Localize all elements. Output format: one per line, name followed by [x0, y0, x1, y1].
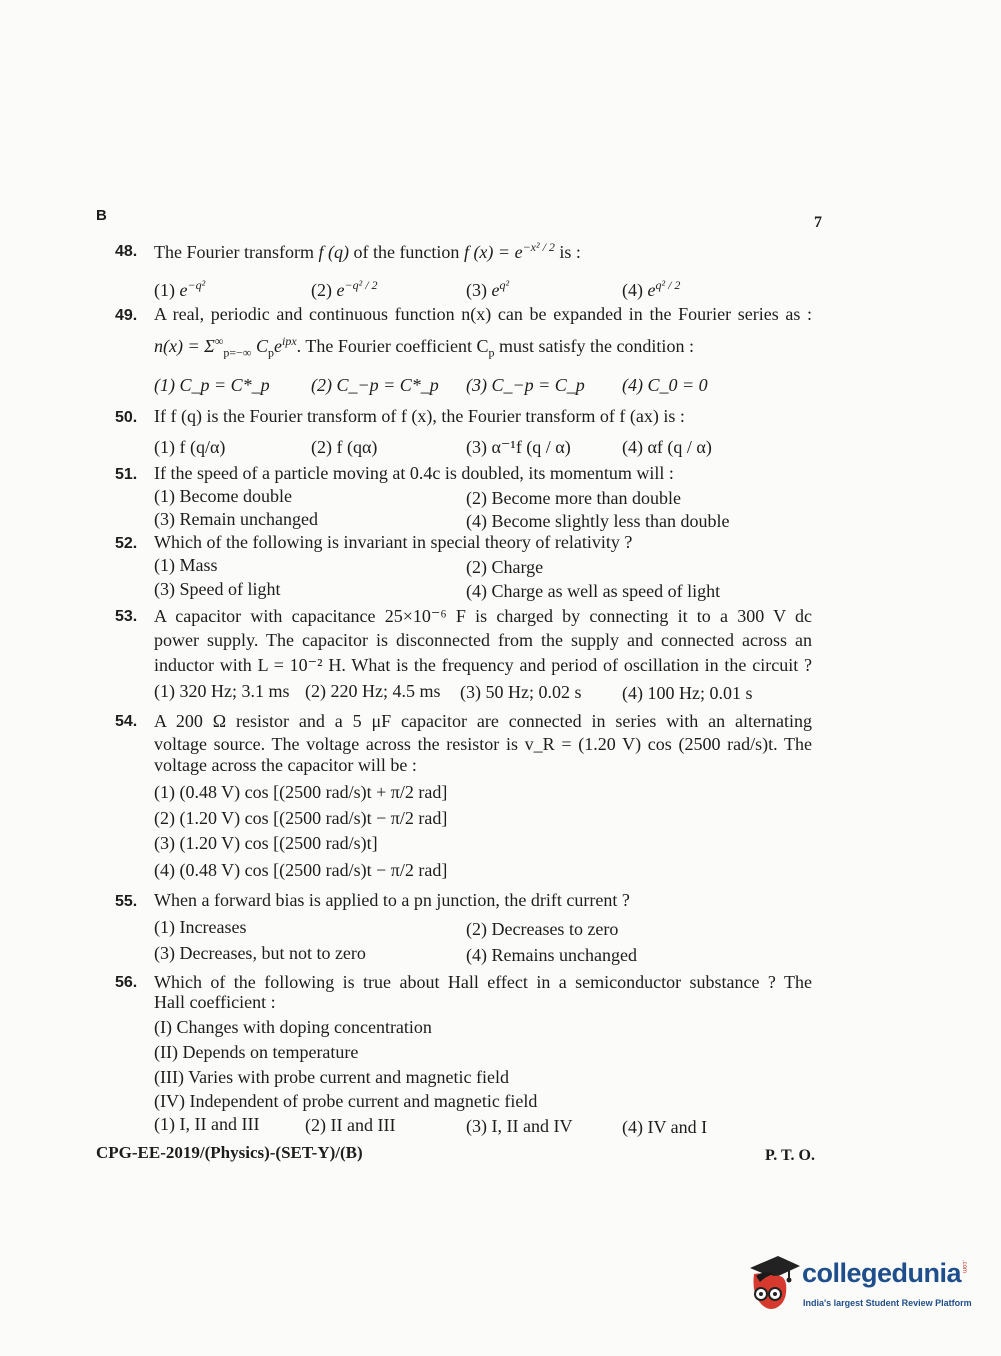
question-text: voltage across the capacitor will be :: [154, 755, 417, 775]
logo-suffix: .com: [961, 1260, 967, 1274]
option: (1) C_p = C*_p: [154, 375, 270, 395]
option: (4) αf (q / α): [622, 437, 712, 457]
question-number: 56.: [115, 974, 138, 991]
paper-code: CPG-EE-2019/(Physics)-(SET-Y)/(B): [96, 1143, 363, 1162]
option: (1) $e^{-q^2}$: [154, 278, 206, 300]
option: (4) Remains unchanged: [466, 945, 637, 965]
statement: (III) Varies with probe current and magnetic field: [154, 1067, 510, 1087]
option: (3) I, II and IV: [466, 1116, 573, 1136]
question-text: voltage source. The voltage across the resistor is v_R = (1.20 V) cos (2500 rad/s)t. The: [154, 734, 812, 754]
question-text: A capacitor with capacitance 25×10⁻⁶ F is charged by connecting it to a 300 V dc: [154, 606, 812, 626]
option: (4) Charge as well as speed of light: [466, 581, 721, 601]
question-text: When a forward bias is applied to a pn junction, the drift current ?: [154, 890, 630, 910]
option: (2) f (qα): [311, 437, 378, 457]
option: (1) f (q/α): [154, 437, 226, 457]
option: (1) Increases: [154, 917, 247, 937]
option: (2) (1.20 V) cos [(2500 rad/s)t − π/2 rad]: [154, 808, 448, 828]
question-text: If the speed of a particle moving at 0.4c is doubled, its momentum will :: [154, 463, 674, 483]
question-text: Hall coefficient :: [154, 992, 276, 1012]
option: (2) Charge: [466, 557, 544, 577]
option: (3) Remain unchanged: [154, 509, 318, 529]
page-number: 7: [814, 214, 822, 231]
option: (3) Speed of light: [154, 579, 281, 599]
question-number: 55.: [115, 893, 138, 910]
option: (1) Become double: [154, 486, 292, 506]
option: (4) 100 Hz; 0.01 s: [622, 683, 753, 703]
question-number: 54.: [115, 713, 138, 730]
option: (2) II and III: [305, 1115, 396, 1135]
question-number: 51.: [115, 466, 138, 483]
question-text: inductor with L = 10⁻² H. What is the frequency and period of oscillation in the circuit ?: [154, 655, 812, 675]
option: (4) Become slightly less than double: [466, 511, 730, 531]
question-text: A 200 Ω resistor and a 5 μF capacitor are connected in series with an alternating: [154, 711, 812, 731]
question-formula: $n(x) = \Sigma^\infty_{p=-\infty}$ $C_pe^{ipx}$. The Fourier coefficient $C_p$ must satisfy the condition :: [154, 334, 694, 360]
question-number: 53.: [115, 608, 138, 625]
option: (2) C_−p = C*_p: [311, 375, 439, 395]
option: (4) (0.48 V) cos [(2500 rad/s)t − π/2 rad]: [154, 860, 448, 880]
option: (1) 320 Hz; 3.1 ms: [154, 681, 290, 701]
option: (4) C_0 = 0: [622, 375, 708, 395]
question-number: 52.: [115, 535, 138, 552]
option: (4) IV and I: [622, 1117, 708, 1137]
option: (1) I, II and III: [154, 1114, 260, 1134]
statement: (IV) Independent of probe current and magnetic field: [154, 1091, 538, 1111]
mascot-icon: [744, 1254, 802, 1320]
option: (1) Mass: [154, 555, 218, 575]
option: (3) α⁻¹f (q / α): [466, 437, 571, 457]
option: (2) Become more than double: [466, 488, 681, 508]
question-text: power supply. The capacitor is disconnected from the supply and connected across an: [154, 630, 812, 650]
statement: (II) Depends on temperature: [154, 1042, 359, 1062]
question-text: A real, periodic and continuous function n(x) can be expanded in the Fourier series as :: [154, 304, 812, 324]
option: (1) (0.48 V) cos [(2500 rad/s)t + π/2 rad]: [154, 782, 448, 802]
statement: (I) Changes with doping concentration: [154, 1017, 432, 1037]
option: (2) Decreases to zero: [466, 919, 619, 939]
question-number: 48.: [115, 243, 138, 260]
question-text: The Fourier transform f (q) of the function f $(x) = e^{-x^2 / 2}$ is :: [154, 240, 581, 262]
collegedunia-logo: [744, 1254, 974, 1324]
question-text: If f (q) is the Fourier transform of f (x), the Fourier transform of f (ax) is :: [154, 406, 685, 426]
logo-tagline: India's largest Student Review Platform: [803, 1298, 972, 1308]
option: (3) $e^{q^2}$: [466, 278, 510, 300]
option: (2) $e^{-q^2 / 2}$: [311, 278, 378, 300]
option: (3) (1.20 V) cos [(2500 rad/s)t]: [154, 833, 378, 853]
question-number: 50.: [115, 409, 138, 426]
option: (3) Decreases, but not to zero: [154, 943, 366, 963]
option: (2) 220 Hz; 4.5 ms: [305, 681, 441, 701]
question-text: Which of the following is true about Hall effect in a semiconductor substance ? The: [154, 972, 812, 992]
question-text: Which of the following is invariant in special theory of relativity ?: [154, 532, 633, 552]
question-number: 49.: [115, 307, 138, 324]
option: (3) 50 Hz; 0.02 s: [460, 682, 582, 702]
set-letter: B: [96, 207, 107, 224]
pto-label: P. T. O.: [765, 1147, 815, 1164]
option: (3) C_−p = C_p: [466, 375, 585, 395]
option: (4) $e^{q^2 / 2}$: [622, 278, 681, 300]
logo-wordmark: collegedunia: [802, 1258, 962, 1288]
